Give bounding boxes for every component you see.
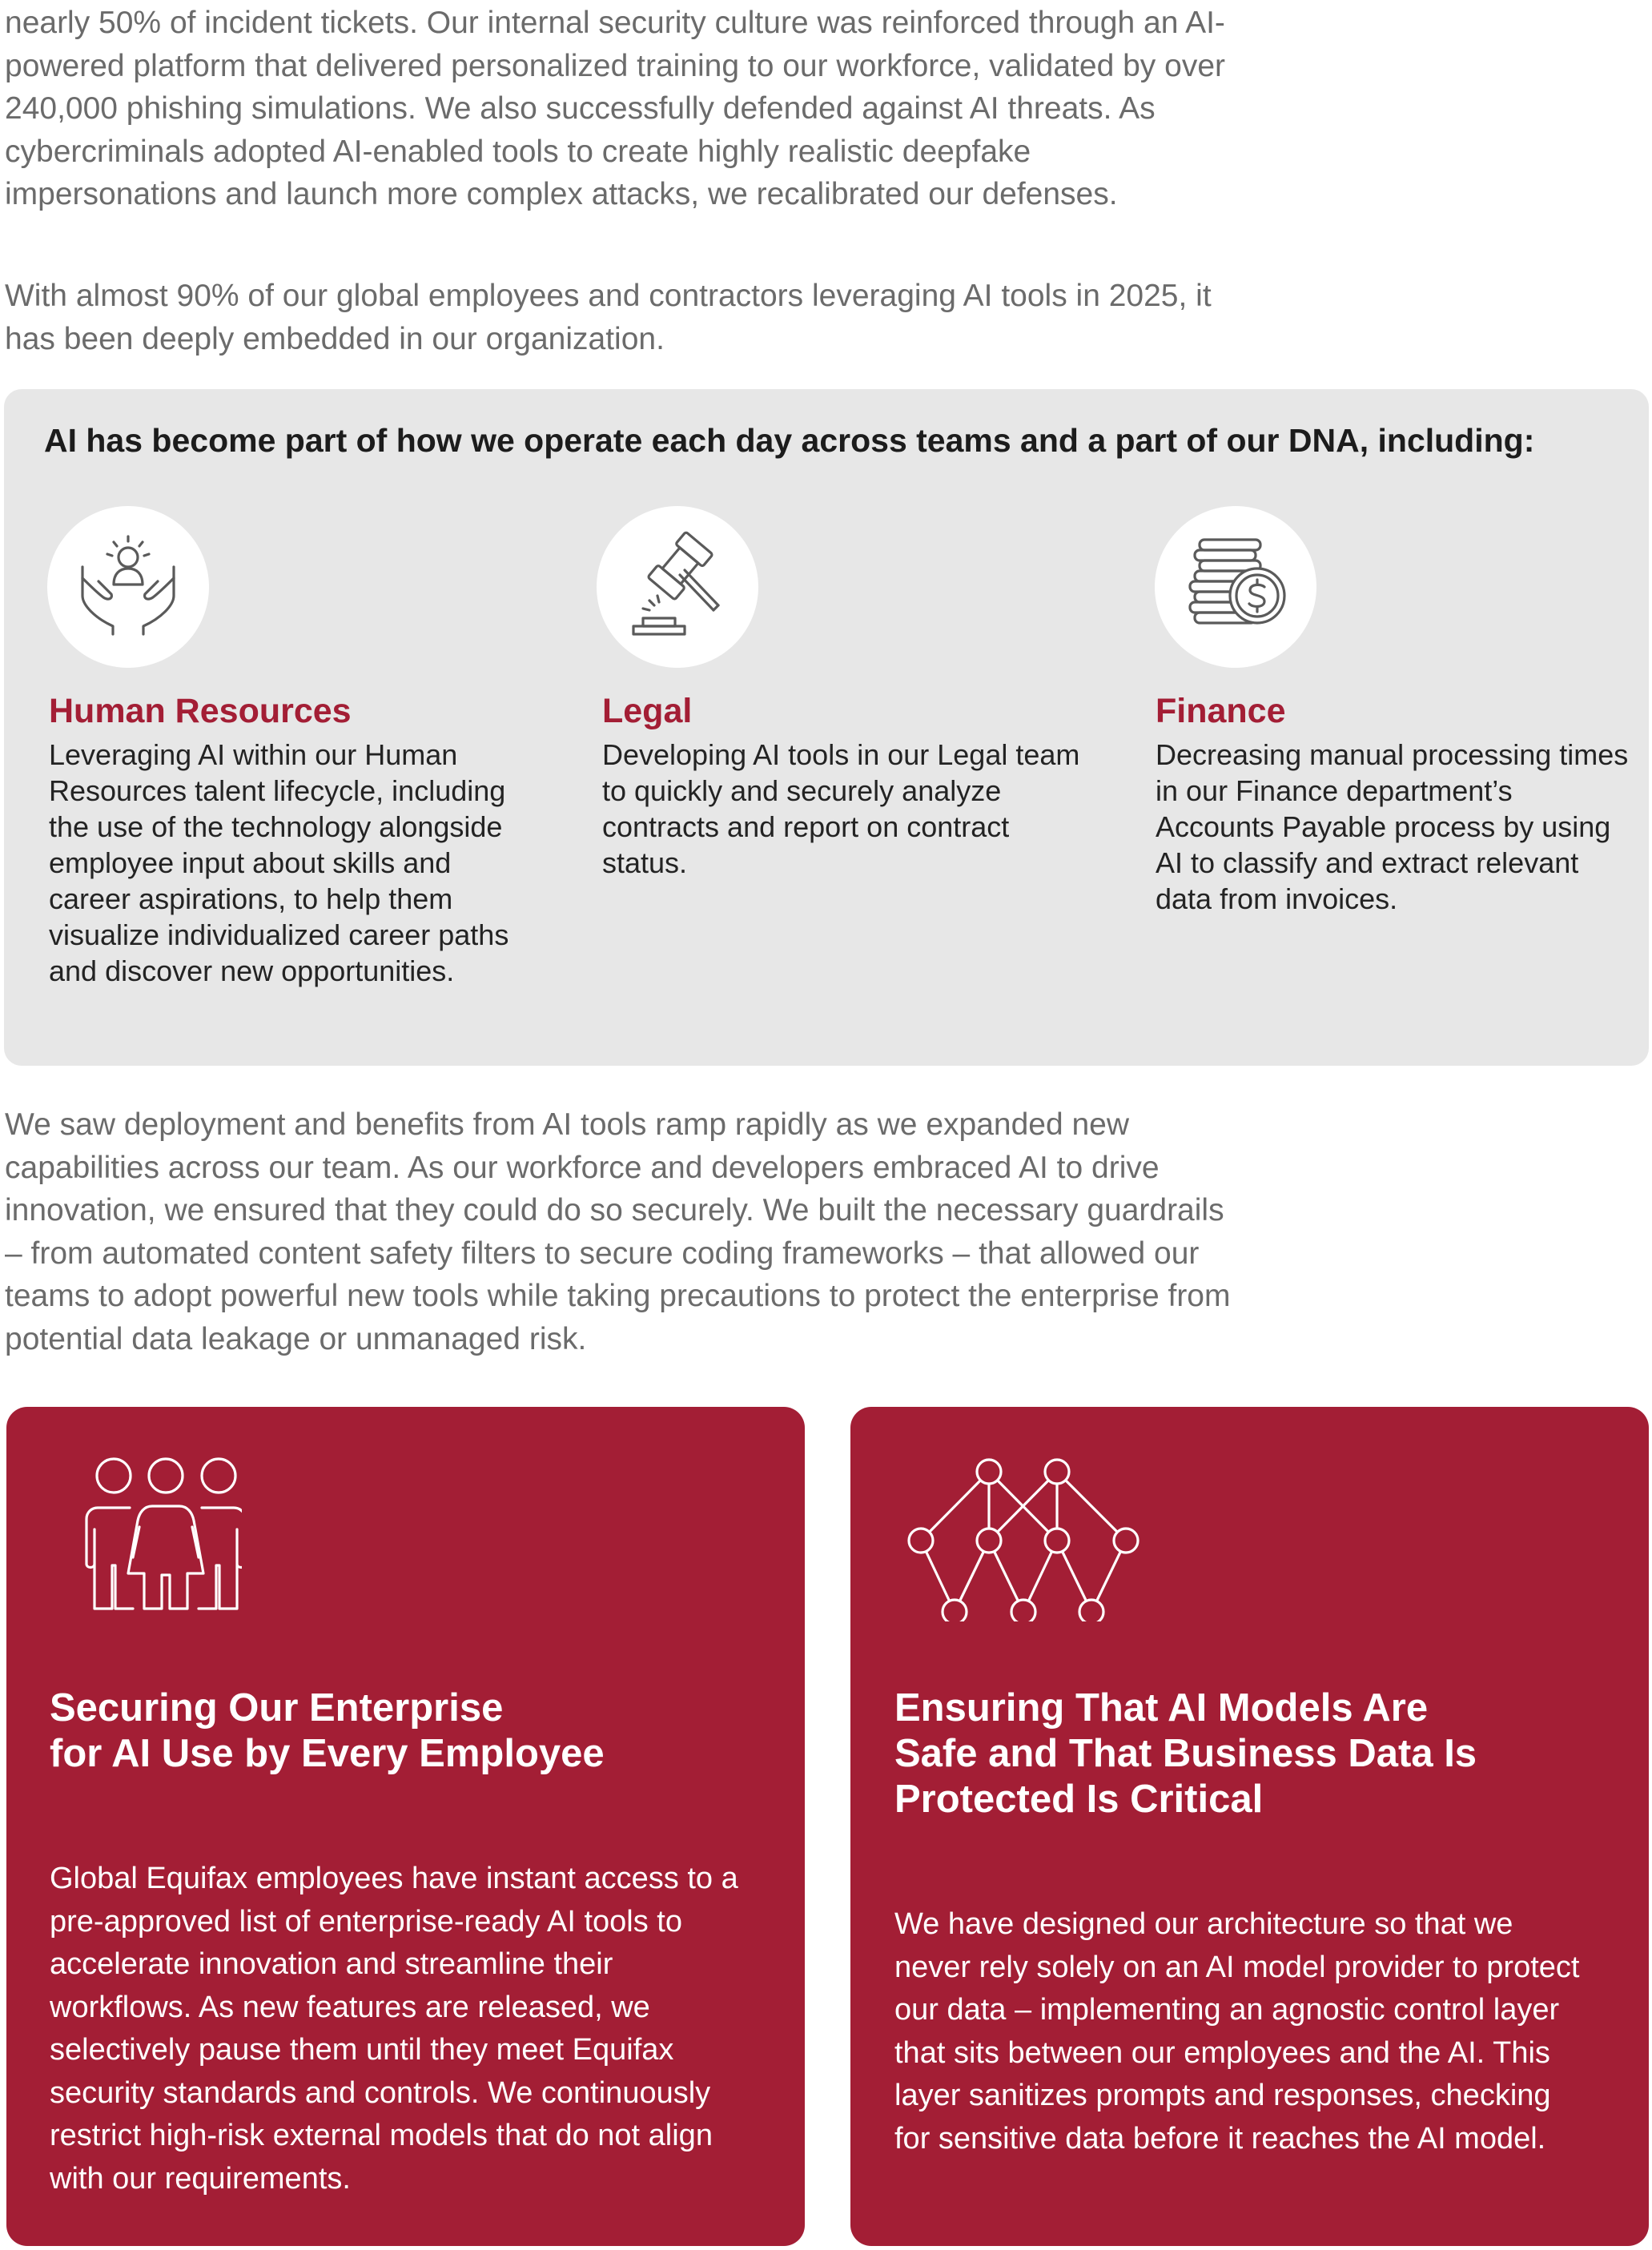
- dept-text-human-resources: Leveraging AI within our Human Resources talent lifecycle, including the use of the technology alongside employee input about skills and career aspirations, to help them visualize individualized career paths and discover new opportunities.: [49, 738, 509, 987]
- hands-person-icon: [47, 506, 209, 668]
- dept-title-human-resources: Human Resources: [49, 692, 352, 730]
- enterprise-security-card: [6, 1407, 805, 2246]
- dept-text-legal: Developing AI tools in our Legal team to quickly and securely analyze contracts and report on contract status.: [602, 738, 1080, 879]
- intro-paragraph: With almost 90% of our global employees and contractors leveraging AI tools in 2025, it has been deeply embedded in our organization.: [5, 279, 1212, 356]
- body-paragraph: We saw deployment and benefits from AI tools ramp rapidly as we expanded new capabilities across our team. As our workforce and developers embraced AI to drive innovation, we ensured that they could do so securely. We built the necessary guardrails – from automated content safety filters to secure coding frameworks – that allowed our teams to adopt powerful new tools while taking precautions to protect the enterprise from potential data leakage or unmanaged risk.: [5, 1107, 1231, 1356]
- people-group-icon: [50, 1437, 242, 1625]
- ai-dna-heading: AI has become part of how we operate each day across teams and a part of our DNA, including:: [44, 422, 1535, 459]
- dept-title-legal: Legal: [602, 692, 693, 730]
- ai-model-safety-card: [850, 1407, 1649, 2246]
- card-title: Ensuring That AI Models Are Safe and That Business Data Is Protected Is Critical: [894, 1686, 1477, 1821]
- neural-network-icon: [894, 1437, 1151, 1625]
- dept-text-finance: Decreasing manual processing times in our Finance department’s Accounts Payable process by using AI to classify and extract relevant data from invoices.: [1156, 738, 1629, 915]
- gavel-icon: [597, 506, 758, 668]
- dept-title-finance: Finance: [1156, 692, 1286, 730]
- card-title: Securing Our Enterprise for AI Use by Every Employee: [50, 1686, 605, 1775]
- coins-dollar-icon: [1155, 506, 1316, 668]
- intro-paragraph: nearly 50% of incident tickets. Our internal security culture was reinforced through an AI-powered platform that delivered personalized training to our workforce, validated by over 240,000 phishing simulations. We also successfully defended against AI threats. As cybercriminals adopted AI-enabled tools to create highly realistic deepfake impersonations and launch more complex attacks, we recalibrated our defenses.: [5, 6, 1225, 211]
- card-text: Global Equifax employees have instant access to a pre-approved list of enterprise-ready AI tools to accelerate innovation and streamline their workflows. As new features are released, we selectively pause them until they meet Equifax security standards and controls. We continuously restrict high-risk external models that do not align with our requirements.: [50, 1862, 738, 2196]
- card-text: We have designed our architecture so that we never rely solely on an AI model provider to protect our data – implementing an agnostic control layer that sits between our employees and the AI. This layer sanitizes prompts and responses, checking for sensitive data before it reaches the AI model.: [894, 1907, 1580, 2156]
